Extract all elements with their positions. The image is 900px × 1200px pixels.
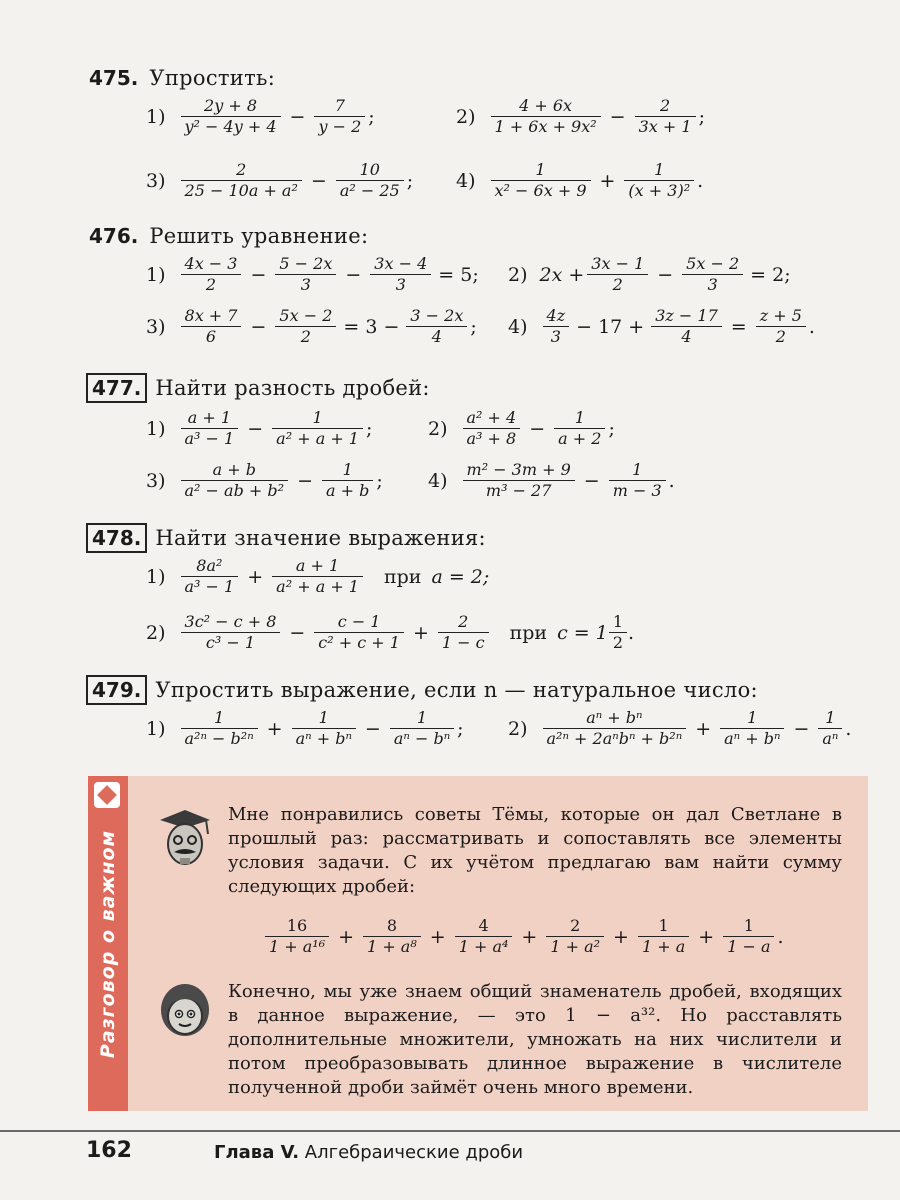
- numerator: 5 − 2x: [279, 254, 333, 273]
- operator: −: [364, 717, 381, 740]
- punctuation: ;: [608, 417, 615, 440]
- exercise-title: Найти разность дробей:: [155, 376, 430, 400]
- operator: −: [583, 469, 600, 492]
- fraction: [181, 160, 302, 201]
- fraction: [463, 408, 521, 449]
- denominator: a² − 25: [339, 181, 400, 201]
- chapter-name: Алгебраические дроби: [304, 1142, 524, 1163]
- ex477-item-1: [146, 408, 372, 449]
- fraction: [181, 460, 289, 501]
- item-label: 1): [146, 717, 166, 740]
- fraction: [181, 306, 242, 347]
- operator: +: [613, 925, 629, 948]
- numerator: 4: [478, 916, 489, 935]
- fraction: [720, 708, 784, 749]
- denominator: 3: [550, 327, 561, 347]
- punctuation: .: [628, 621, 635, 644]
- fraction: [491, 96, 601, 137]
- numerator: 1: [574, 408, 585, 427]
- numerator: 1: [318, 708, 329, 727]
- equation-middle: = 3 −: [343, 315, 400, 338]
- item-label: 3): [146, 469, 166, 492]
- numerator: 2: [570, 916, 581, 935]
- operator: =: [730, 315, 747, 338]
- punctuation: .: [777, 925, 784, 948]
- denominator: (x + 3)²: [628, 181, 691, 201]
- numerator: 4z: [546, 306, 566, 325]
- denominator: 2: [775, 327, 786, 347]
- numerator: 1: [654, 160, 665, 179]
- punctuation: .: [845, 717, 852, 740]
- fraction: [275, 254, 336, 295]
- item-label: 2): [456, 105, 476, 128]
- chapter-title: [214, 1142, 523, 1163]
- numerator: a + 1: [187, 408, 232, 427]
- operator: −: [247, 417, 264, 440]
- numerator: 1: [214, 708, 225, 727]
- denominator: 1 + a¹⁶: [269, 937, 326, 957]
- numerator: 8a²: [196, 556, 223, 575]
- exercise-title: Упростить:: [149, 66, 276, 90]
- denominator: aⁿ + bⁿ: [295, 729, 352, 749]
- denominator: y² − 4y + 4: [184, 117, 277, 137]
- equation-middle: − 17 +: [576, 315, 645, 338]
- exercise-title: Решить уравнение:: [149, 224, 369, 248]
- numerator: 3x − 4: [374, 254, 428, 273]
- denominator: m − 3: [612, 481, 662, 501]
- numerator: 1: [747, 708, 758, 727]
- condition-value: c = 1: [557, 621, 608, 644]
- ex475-item-3: [146, 160, 413, 201]
- ex479-item-1: [146, 708, 464, 749]
- ex479-item-2: [508, 708, 851, 749]
- denominator: 1 − a: [727, 937, 771, 957]
- fraction: [651, 306, 722, 347]
- denominator: 1 + a⁴: [458, 937, 509, 957]
- numerator: m² − 3m + 9: [466, 460, 571, 479]
- denominator: a² + a + 1: [276, 577, 359, 597]
- item-label: 2): [508, 263, 528, 286]
- denominator: c² + c + 1: [318, 633, 400, 653]
- item-label: 3): [146, 315, 166, 338]
- sum-fraction: [638, 916, 689, 957]
- punctuation: ;: [376, 469, 383, 492]
- chapter-number: Глава V.: [214, 1142, 300, 1163]
- numerator: 1: [612, 612, 624, 631]
- numerator: 16: [286, 916, 308, 935]
- item-label: 1): [146, 417, 166, 440]
- numerator: a² + 4: [466, 408, 517, 427]
- denominator: 3: [707, 275, 718, 295]
- condition-value: a = 2;: [431, 565, 490, 588]
- denominator: y − 2: [318, 117, 362, 137]
- denominator: c³ − 1: [205, 633, 256, 653]
- fraction: [756, 306, 806, 347]
- punctuation: ;: [470, 315, 477, 338]
- denominator: 3: [300, 275, 311, 295]
- operator: +: [695, 717, 712, 740]
- fraction: [543, 306, 570, 347]
- fraction: [587, 254, 648, 295]
- sum-fraction: [546, 916, 604, 957]
- fraction: [292, 708, 356, 749]
- footer-divider: [0, 1130, 900, 1132]
- numerator: 2: [458, 612, 469, 631]
- numerator: a + b: [212, 460, 256, 479]
- ex475-item-1: [146, 96, 375, 137]
- denominator: x² − 6x + 9: [494, 181, 587, 201]
- fraction: [491, 160, 591, 201]
- fraction: [322, 460, 373, 501]
- operator: +: [599, 169, 616, 192]
- ex478-item-1: [146, 556, 489, 597]
- denominator: 2: [612, 275, 623, 295]
- fraction: [181, 612, 281, 653]
- fraction: [682, 254, 743, 295]
- item-label: 4): [456, 169, 476, 192]
- numerator: 4x − 3: [184, 254, 238, 273]
- fraction: [370, 254, 431, 295]
- fraction: [275, 306, 336, 347]
- punctuation: .: [808, 315, 815, 338]
- operator: +: [429, 925, 446, 948]
- denominator: 1 + a⁸: [367, 937, 417, 957]
- denominator: a + 2: [558, 429, 602, 449]
- exercise-number: 476.: [89, 224, 139, 248]
- fraction: [181, 254, 242, 295]
- denominator: 3x + 1: [638, 117, 692, 137]
- numerator: 4 + 6x: [519, 96, 573, 115]
- numerator: 7: [334, 96, 345, 115]
- equation-rest: = 2;: [750, 263, 791, 286]
- denominator: 1 + a: [641, 937, 686, 957]
- denominator: 2: [612, 633, 624, 653]
- punctuation: ;: [365, 417, 373, 440]
- fraction: [272, 408, 363, 449]
- fraction: [463, 460, 575, 501]
- fraction: [181, 408, 239, 449]
- fraction: [624, 160, 694, 201]
- sum-fraction: [363, 916, 421, 957]
- numerator: 1: [535, 160, 546, 179]
- denominator: aⁿ − bⁿ: [393, 729, 451, 749]
- numerator: z + 5: [759, 306, 802, 325]
- girl-avatar-icon: [156, 980, 214, 1042]
- numerator: 10: [359, 160, 380, 179]
- punctuation: .: [668, 469, 675, 492]
- operator: −: [289, 621, 306, 644]
- denominator: 1 + a²: [550, 937, 601, 957]
- professor-avatar-icon: [156, 806, 214, 868]
- numerator: 8: [386, 916, 397, 935]
- numerator: 1: [658, 916, 669, 935]
- fraction: [406, 306, 467, 347]
- denominator: a² − ab + b²: [184, 481, 285, 501]
- numerator: 1: [416, 708, 428, 727]
- operator: −: [609, 105, 626, 128]
- denominator: 2: [300, 327, 311, 347]
- side-label-text: Разговор о важном: [97, 829, 120, 1058]
- denominator: 2: [205, 275, 217, 295]
- numerator: 3c² − c + 8: [184, 612, 277, 631]
- exercise-number: 477.: [86, 373, 147, 403]
- denominator: a³ − 1: [184, 577, 235, 597]
- exercise-number: 478.: [86, 523, 147, 553]
- item-label: 4): [508, 315, 528, 338]
- fraction: [635, 96, 696, 137]
- item-label: 2): [508, 717, 528, 740]
- numerator: 1: [743, 916, 754, 935]
- exercise-title: Упростить выражение, если n — натуральное число:: [155, 678, 758, 702]
- punctuation: ;: [457, 717, 464, 740]
- fraction-sum: [262, 916, 784, 957]
- numerator: 1: [342, 460, 353, 479]
- denominator: 6: [205, 327, 217, 347]
- operator: +: [412, 621, 429, 644]
- paragraph-1: Мне понравились советы Тёмы, которые он дал Светлане в прошлый раз: рассматривать и сопоставлять все элементы условия задачи. С их учётом предлагаю вам найти сумму следующих дробей:: [228, 804, 842, 897]
- exercise-number: 479.: [86, 675, 147, 705]
- item-label: 2): [146, 621, 166, 644]
- fraction: [181, 556, 239, 597]
- operator: −: [250, 315, 267, 338]
- sum-fraction: [265, 916, 329, 957]
- numerator: aⁿ + bⁿ: [586, 708, 643, 727]
- side-label: [88, 776, 128, 1111]
- operator: +: [247, 565, 264, 588]
- denominator: a + b: [325, 481, 370, 501]
- operator: +: [521, 925, 538, 948]
- denominator: a³ + 8: [466, 429, 517, 449]
- numerator: 5x − 2: [686, 254, 740, 273]
- expression-text: 2x +: [539, 263, 585, 286]
- operator: −: [250, 263, 267, 286]
- fraction: [543, 708, 687, 749]
- ex475-item-2: [456, 96, 705, 137]
- exercise-475: [86, 62, 275, 94]
- numerator: c − 1: [337, 612, 381, 631]
- operator: −: [793, 717, 810, 740]
- exercise-476: [86, 220, 368, 252]
- operator: +: [338, 925, 355, 948]
- numerator: 5x − 2: [279, 306, 333, 325]
- fraction: [390, 708, 454, 749]
- ex476-item-2: [508, 254, 791, 295]
- page-number: 162: [86, 1138, 132, 1163]
- denominator: 25 − 10a + a²: [184, 181, 298, 201]
- fraction: [554, 408, 605, 449]
- denominator: 3: [395, 275, 406, 295]
- operator: −: [297, 469, 313, 492]
- item-label: 1): [146, 105, 166, 128]
- ex477-item-3: [146, 460, 383, 501]
- numerator: 2y + 8: [204, 96, 258, 115]
- numerator: 2: [659, 96, 671, 115]
- numerator: 1: [312, 408, 323, 427]
- ex475-item-4: [456, 160, 703, 201]
- denominator: 4: [681, 327, 692, 347]
- exercise-title: Найти значение выражения:: [155, 526, 486, 550]
- denominator: 4: [431, 327, 442, 347]
- fraction: [818, 708, 842, 749]
- fraction: [314, 612, 404, 653]
- punctuation: .: [697, 169, 704, 192]
- operator: +: [266, 717, 283, 740]
- ex476-item-1: [146, 254, 479, 295]
- exercise-477: [86, 372, 430, 404]
- denominator: a³ − 1: [184, 429, 235, 449]
- item-label: 3): [146, 169, 166, 192]
- mixed-fraction: [609, 612, 627, 653]
- fraction: [272, 556, 363, 597]
- numerator: 2: [236, 160, 247, 179]
- punctuation: ;: [406, 169, 414, 192]
- item-label: 1): [146, 565, 166, 588]
- exercise-479: [86, 674, 758, 706]
- operator: −: [345, 263, 362, 286]
- numerator: a + 1: [295, 556, 340, 575]
- operator: +: [698, 925, 715, 948]
- exercise-478: [86, 522, 486, 554]
- sum-fraction: [455, 916, 513, 957]
- denominator: aⁿ + bⁿ: [724, 729, 781, 749]
- condition-word: при: [509, 621, 548, 644]
- ex477-item-4: [428, 460, 675, 501]
- numerator: 3z − 17: [655, 306, 718, 325]
- exercise-number: 475.: [89, 66, 139, 90]
- denominator: a² + a + 1: [276, 429, 359, 449]
- fraction: [336, 160, 404, 201]
- numerator: 3x − 1: [591, 254, 645, 273]
- fraction: [438, 612, 489, 653]
- numerator: 3 − 2x: [410, 306, 464, 325]
- equation-rest: = 5;: [438, 263, 479, 286]
- operator: −: [529, 417, 546, 440]
- fraction: [314, 96, 365, 137]
- punctuation: ;: [368, 105, 375, 128]
- numerator: 8x + 7: [184, 306, 238, 325]
- denominator: aⁿ: [822, 729, 839, 749]
- operator: −: [657, 263, 674, 286]
- condition-word: при: [383, 565, 422, 588]
- item-label: 4): [428, 469, 448, 492]
- denominator: 1 − c: [441, 633, 485, 653]
- operator: −: [289, 105, 306, 128]
- ex477-item-2: [428, 408, 615, 449]
- ex476-item-3: [146, 306, 477, 347]
- denominator: 1 + 6x + 9x²: [494, 117, 597, 137]
- denominator: m³ − 27: [485, 481, 552, 501]
- operator: −: [310, 169, 327, 192]
- numerator: 1: [632, 460, 643, 479]
- punctuation: ;: [698, 105, 705, 128]
- item-label: 2): [428, 417, 448, 440]
- fraction: [181, 708, 258, 749]
- paragraph-2: Конечно, мы уже знаем общий знаменатель дробей, входящих в данное выражение, — это 1 − a³². Но расставлять дополнительные множители, умножать на них числители и потом преобразовывать длинное выражение в числителе полученной дроби займёт очень много времени.: [228, 981, 842, 1098]
- fraction: [181, 96, 281, 137]
- numerator: 1: [825, 708, 836, 727]
- item-label: 1): [146, 263, 166, 286]
- ex476-item-4: [508, 306, 815, 347]
- sum-fraction: [723, 916, 774, 957]
- denominator: a²ⁿ + 2aⁿbⁿ + b²ⁿ: [546, 729, 683, 749]
- ex478-item-2: [146, 612, 634, 653]
- denominator: a²ⁿ − b²ⁿ: [184, 729, 254, 749]
- fraction: [609, 460, 666, 501]
